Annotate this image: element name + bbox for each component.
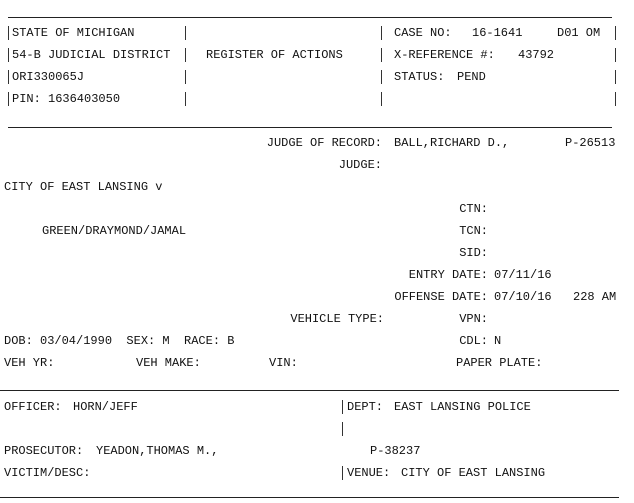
- sid-label: SID:: [459, 246, 488, 260]
- parties-bottom-rule: [0, 497, 619, 498]
- judge-label: JUDGE:: [338, 158, 382, 172]
- paper-plate-label: PAPER PLATE:: [456, 356, 543, 370]
- veh-make-label: VEH MAKE:: [136, 356, 201, 370]
- vehicle-type-label: VEHICLE TYPE:: [290, 312, 384, 326]
- tcn-label: TCN:: [459, 224, 488, 238]
- prosecutor-bar: P-38237: [370, 444, 421, 458]
- offense-date-value: 07/10/16: [494, 290, 552, 304]
- prosecutor-value: YEADON,THOMAS M.,: [96, 444, 219, 458]
- case-no-label: CASE NO:: [394, 26, 452, 40]
- case-no-value: 16-1641: [472, 26, 523, 40]
- header-top-rule: [8, 17, 612, 18]
- xref-label: X-REFERENCE #:: [394, 48, 495, 62]
- status-label: STATUS:: [394, 70, 445, 84]
- victim-label: VICTIM/DESC:: [4, 466, 91, 480]
- offense-date-label: OFFENSE DATE:: [394, 290, 488, 304]
- judge-of-record-label: JUDGE OF RECORD:: [266, 136, 382, 150]
- vin-label: VIN:: [269, 356, 298, 370]
- dob-sex-race: DOB: 03/04/1990 SEX: M RACE: B: [4, 334, 235, 348]
- status-value: PEND: [457, 70, 486, 84]
- cdl-label: CDL:: [459, 334, 488, 348]
- cdl-value: N: [494, 334, 502, 348]
- officer-value: HORN/JEFF: [73, 400, 138, 414]
- pin-number: PIN: 1636403050: [12, 92, 121, 106]
- entry-date-value: 07/11/16: [494, 268, 552, 282]
- parties-top-rule: [0, 390, 619, 391]
- vpn-label: VPN:: [459, 312, 488, 326]
- judge-of-record-bar: P-26513: [565, 136, 616, 150]
- document-title: REGISTER OF ACTIONS: [206, 48, 343, 62]
- offense-time-value: 228 AM: [573, 290, 617, 304]
- header-bottom-rule: [8, 127, 612, 128]
- entry-date-label: ENTRY DATE:: [408, 268, 488, 282]
- dept-value: EAST LANSING POLICE: [394, 400, 531, 414]
- plaintiff-name: CITY OF EAST LANSING v: [4, 180, 163, 194]
- venue-value: CITY OF EAST LANSING: [401, 466, 546, 480]
- officer-label: OFFICER:: [4, 400, 62, 414]
- xref-value: 43792: [518, 48, 555, 62]
- state-name: STATE OF MICHIGAN: [12, 26, 135, 40]
- judicial-district: 54-B JUDICIAL DISTRICT: [12, 48, 171, 62]
- dept-label: DEPT:: [347, 400, 384, 414]
- judge-of-record-value: BALL,RICHARD D.,: [394, 136, 510, 150]
- venue-label: VENUE:: [347, 466, 391, 480]
- ori-number: ORI330065J: [12, 70, 85, 84]
- case-code: D01 OM: [557, 26, 601, 40]
- veh-yr-label: VEH YR:: [4, 356, 55, 370]
- ctn-label: CTN:: [459, 202, 488, 216]
- prosecutor-label: PROSECUTOR:: [4, 444, 84, 458]
- defendant-name: GREEN/DRAYMOND/JAMAL: [42, 224, 187, 238]
